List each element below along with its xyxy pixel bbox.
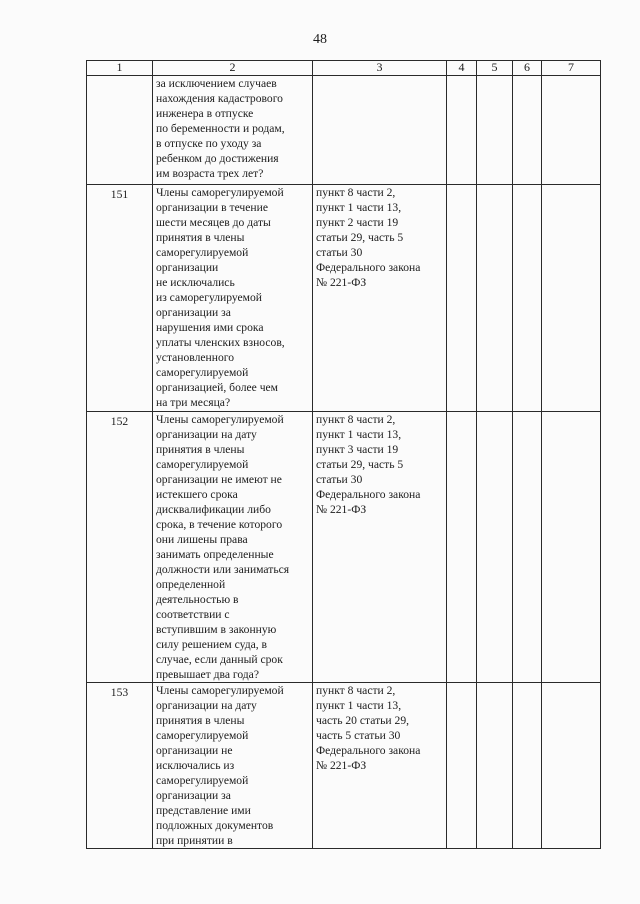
empty-cell-col-6: [513, 683, 542, 849]
empty-cell-col-5: [477, 185, 513, 412]
requirement-line: организации в течение: [156, 201, 268, 214]
requirement-line: саморегулируемой: [156, 246, 249, 259]
requirement-line: дисквалификации либо: [156, 503, 271, 516]
legal-reference-line: статьи 29, часть 5: [316, 458, 404, 471]
requirement-line: организации не: [156, 744, 233, 757]
row-number-cell: 151: [87, 185, 153, 412]
requirement-line: организации на дату: [156, 428, 257, 441]
requirements-table: [86, 60, 601, 849]
empty-cell-col-5: [477, 683, 513, 849]
requirement-line: Члены саморегулируемой: [156, 413, 284, 426]
requirement-line: за исключением случаев: [156, 77, 277, 90]
legal-reference-line: статьи 30: [316, 473, 363, 486]
requirement-line: на три месяца?: [156, 396, 231, 409]
empty-cell-col-7: [542, 76, 601, 185]
requirement-line: превышает два года?: [156, 668, 259, 681]
requirement-line: Члены саморегулируемой: [156, 684, 284, 697]
legal-reference-line: часть 5 статьи 30: [316, 729, 401, 742]
legal-reference-line: Федерального закона: [316, 488, 421, 501]
page-number: 48: [313, 32, 327, 47]
requirement-line: ребенком до достижения: [156, 152, 279, 165]
legal-reference-line: пункт 2 части 19: [316, 216, 399, 229]
requirement-line: инженера в отпуске: [156, 107, 254, 120]
requirement-line: силу решением суда, в: [156, 638, 268, 651]
legal-reference-cell: [313, 412, 447, 683]
legal-reference-line: пункт 3 части 19: [316, 443, 399, 456]
requirement-line: принятия в члены: [156, 714, 245, 727]
legal-reference-line: пункт 8 части 2,: [316, 186, 396, 199]
requirement-line: они лишены права: [156, 533, 248, 546]
table-row: [87, 683, 601, 849]
requirement-cell: [153, 683, 313, 849]
requirement-line: определенной: [156, 578, 226, 591]
legal-reference-line: № 221-ФЗ: [316, 276, 367, 289]
legal-reference-line: статьи 29, часть 5: [316, 231, 404, 244]
requirement-line: по беременности и родам,: [156, 122, 285, 135]
legal-reference-line: Федерального закона: [316, 261, 421, 274]
empty-cell-col-5: [477, 76, 513, 185]
requirement-line: при принятии в: [156, 834, 233, 847]
table-row: [87, 412, 601, 683]
legal-reference-line: статьи 30: [316, 246, 363, 259]
requirement-cell: [153, 412, 313, 683]
requirement-line: соответствии с: [156, 608, 230, 621]
requirement-line: исключались из: [156, 759, 235, 772]
requirement-line: срока, в течение которого: [156, 518, 283, 531]
header-row: [87, 61, 601, 76]
header-col-6: 6: [513, 61, 542, 76]
row-number-cell: [87, 76, 153, 185]
requirement-cell: [153, 76, 313, 185]
requirement-line: подложных документов: [156, 819, 274, 832]
empty-cell-col-7: [542, 185, 601, 412]
header-col-5: 5: [477, 61, 513, 76]
legal-reference-line: № 221-ФЗ: [316, 759, 367, 772]
row-number-cell: 152: [87, 412, 153, 683]
requirement-line: из саморегулируемой: [156, 291, 262, 304]
requirement-line: уплаты членских взносов,: [156, 336, 285, 349]
requirement-line: организации не имеют не: [156, 473, 282, 486]
requirement-line: организации: [156, 261, 219, 274]
requirement-line: установленного: [156, 351, 235, 364]
requirement-line: саморегулируемой: [156, 729, 249, 742]
empty-cell-col-4: [447, 185, 477, 412]
empty-cell-col-7: [542, 412, 601, 683]
empty-cell-col-4: [447, 412, 477, 683]
requirement-line: представление ими: [156, 804, 251, 817]
table-row: [87, 185, 601, 412]
requirement-line: занимать определенные: [156, 548, 274, 561]
requirement-line: деятельностью в: [156, 593, 239, 606]
requirement-line: принятия в члены: [156, 443, 245, 456]
empty-cell-col-4: [447, 76, 477, 185]
empty-cell-col-7: [542, 683, 601, 849]
requirement-line: организацией, более чем: [156, 381, 279, 394]
header-col-1: 1: [87, 61, 153, 76]
legal-reference-line: Федерального закона: [316, 744, 421, 757]
legal-reference-line: № 221-ФЗ: [316, 503, 367, 516]
header-col-7: 7: [542, 61, 601, 76]
header-col-4: 4: [447, 61, 477, 76]
legal-reference-line: пункт 8 части 2,: [316, 413, 396, 426]
legal-reference-line: пункт 1 части 13,: [316, 428, 402, 441]
requirement-line: не исключались: [156, 276, 235, 289]
empty-cell-col-4: [447, 683, 477, 849]
requirement-line: истекшего срока: [156, 488, 238, 501]
table-row: [87, 76, 601, 185]
header-col-2: 2: [153, 61, 313, 76]
requirement-line: саморегулируемой: [156, 774, 249, 787]
legal-reference-line: пункт 8 части 2,: [316, 684, 396, 697]
legal-reference-line: часть 20 статьи 29,: [316, 714, 410, 727]
requirement-line: шести месяцев до даты: [156, 216, 271, 229]
requirement-line: нахождения кадастрового: [156, 92, 283, 105]
requirement-line: Члены саморегулируемой: [156, 186, 284, 199]
empty-cell-col-5: [477, 412, 513, 683]
requirement-line: принятия в члены: [156, 231, 245, 244]
empty-cell-col-6: [513, 412, 542, 683]
requirement-line: случае, если данный срок: [156, 653, 283, 666]
requirement-line: нарушения ими срока: [156, 321, 264, 334]
row-number-cell: 153: [87, 683, 153, 849]
requirement-line: должности или заниматься: [156, 563, 290, 576]
requirement-line: саморегулируемой: [156, 458, 249, 471]
legal-reference-cell: [313, 683, 447, 849]
empty-cell-col-6: [513, 76, 542, 185]
requirement-line: организации на дату: [156, 699, 257, 712]
legal-reference-cell: [313, 76, 447, 185]
requirement-line: в отпуске по уходу за: [156, 137, 262, 150]
empty-cell-col-6: [513, 185, 542, 412]
requirement-cell: [153, 185, 313, 412]
requirement-line: организации за: [156, 789, 231, 802]
header-col-3: 3: [313, 61, 447, 76]
requirement-line: им возраста трех лет?: [156, 167, 264, 180]
legal-reference-line: пункт 1 части 13,: [316, 201, 402, 214]
legal-reference-cell: [313, 185, 447, 412]
legal-reference-line: пункт 1 части 13,: [316, 699, 402, 712]
requirement-line: организации за: [156, 306, 231, 319]
requirement-line: вступившим в законную: [156, 623, 277, 636]
requirement-line: саморегулируемой: [156, 366, 249, 379]
